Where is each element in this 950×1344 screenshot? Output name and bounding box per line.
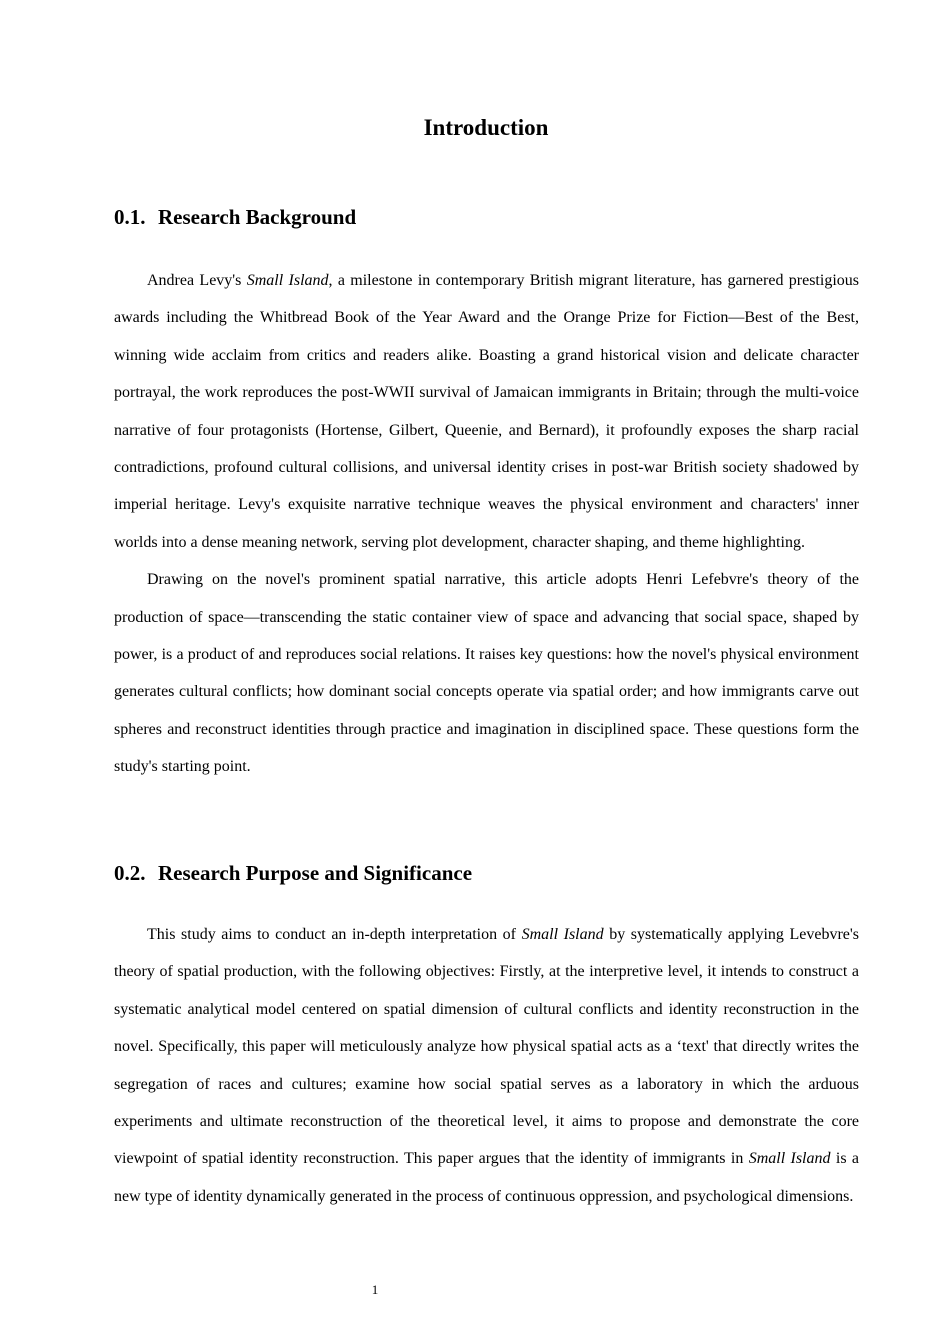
paragraph-text: Andrea Levy's <box>147 272 247 289</box>
page-title: Introduction <box>423 115 549 140</box>
research-purpose-body <box>114 916 859 1215</box>
paragraph <box>114 262 859 561</box>
book-title: Small Island <box>521 926 604 943</box>
section-heading-research-background <box>114 204 356 230</box>
paragraph-text: , a milestone in contemporary British migrant literature, has garnered prestigious awards including the Whitbread Book of the Year Award and the Orange Prize for Fiction—Best of the Best, winning wide acclaim from critics and readers alike. Boasting a grand historical vision and delicate character portrayal, the work reproduces the post-WWII survival of Jamaican immigrants in Britain; through the multi-voice narrative of four protagonists (Hortense, Gilbert, Queenie, and Bernard), it profoundly exposes the sharp racial contradictions, profound cultural collisions, and universal identity crises in post-war British society shadowed by imperial heritage. Levy's exquisite narrative technique weaves the physical environment and characters' inner worlds into a dense meaning network, serving plot development, character shaping, and theme highlighting. <box>114 272 859 551</box>
paragraph-text: by systematically applying Levebvre's theory of spatial production, with the following objectives: Firstly, at the interpretive level, it intends to construct a systematic analytical model centered on spatial dimension of cultural conflicts and identity reconstruction in the novel. Specifically, this paper will meticulously analyze how physical spatial acts as a ‘text' that directly writes the segregation of races and cultures; examine how social spatial serves as a laboratory in which the arduous experiments and ultimate reconstruction of the theoretical level, it aims to propose and demonstrate the core viewpoint of spatial identity reconstruction. This paper argues that the identity of immigrants in <box>114 926 859 1168</box>
section-number: 0.2. <box>114 861 146 885</box>
book-title: Small Island <box>748 1150 831 1168</box>
page-number: 1 <box>371 1282 379 1297</box>
paragraph-text: is a new type of identity dynamically generated in the process of continuous oppression, and psychological dimensions. <box>114 1150 859 1205</box>
book-title: Small Island <box>246 272 329 289</box>
paragraph: Drawing on the novel's prominent spatial narrative, this article adopts Henri Lefebvre's theory of the production of space—transcending the static container view of space and advancing that social space, shaped by power, is a product of and reproduces social relations. It raises key questions: how the novel's physical environment generates cultural conflicts; how dominant social concepts operate via spatial order; and how immigrants carve out spheres and reconstruct identities through practice and imagination in disciplined space. These questions form the study's starting point. <box>114 571 859 776</box>
section-heading-research-purpose <box>114 860 472 886</box>
section-number: 0.1. <box>114 205 146 229</box>
paragraph <box>114 916 859 1215</box>
section-title: Research Purpose and Significance <box>158 861 473 885</box>
paragraph-text: This study aims to conduct an in-depth interpretation of <box>147 926 522 943</box>
research-background-body <box>114 262 859 786</box>
section-title: Research Background <box>158 205 357 229</box>
